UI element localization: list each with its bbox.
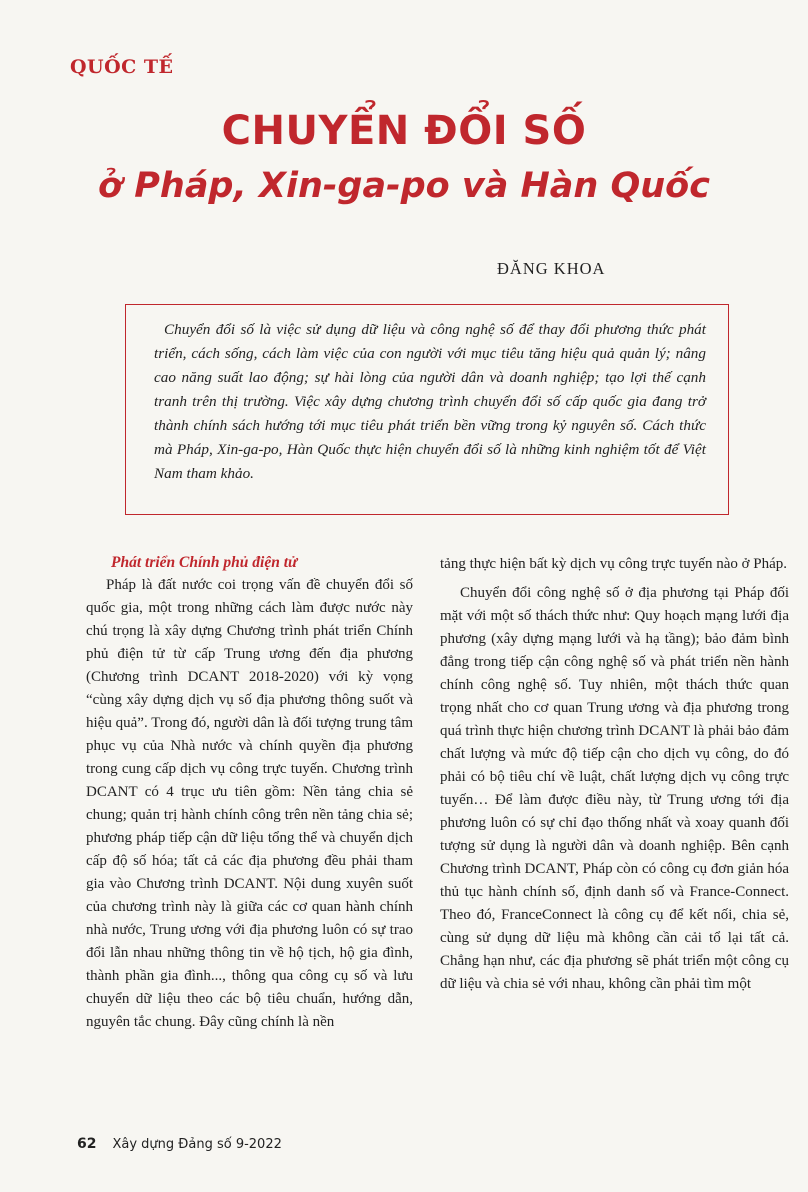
body-paragraph: Pháp là đất nước coi trọng vấn đề chuyển đổi số quốc gia, một trong những cách làm được nước này chú trọng là xây dựng Chương trình phát triển Chính phủ điện tử từ cấp Trung ương đến địa phương (Chương trình DCANT 2018-2020) với kỳ vọng “cùng xây dựng dịch vụ số địa phương thông suốt và hiệu quả”. Trong đó, người dân là đối tượng trung tâm phục vụ của Nhà nước và chính quyền địa phương trong cung cấp dịch vụ công trực tuyến. Chương trình DCANT có 4 trục ưu tiên gồm: Nền tảng chia sẻ chung; quản trị hành chính công trên nền tảng chia sẻ; phương pháp tiếp cận dữ liệu tổng thể và chuyển dịch cấp độ số hóa; tất cả các địa phương đều phải tham gia vào Chương trình DCANT. Nội dung xuyên suốt của chương trình này là giữa các cơ quan hành chính nhà nước, Trung ương với địa phương luôn có sự trao đổi lẫn nhau những thông tin về hộ tịch, hộ gia đình, thành phần gia đình..., thông qua công cụ số và lưu chuyển dữ liệu theo các bộ tiêu chuẩn, hướng dẫn, nguyên tắc chung. Đây cũng chính là nền xyxy=(86,577,413,1030)
column-left xyxy=(86,551,413,1034)
magazine-name: Xây dựng Đảng số 9-2022 xyxy=(112,1137,282,1152)
section-heading: Phát triển Chính phủ điện tử xyxy=(111,554,298,571)
column-right xyxy=(440,553,789,996)
abstract-text: Chuyển đổi số là việc sử dụng dữ liệu và công nghệ số để thay đổi phương thức phát triển, cách sống, cách làm việc của con người với mục tiêu tăng hiệu quả quản lý; nâng cao năng suất lao động; sự hài lòng của người dân và doanh nghiệp; tạo lợi thế cạnh tranh trên thị trường. Việc xây dựng chương trình chuyển đổi số cấp quốc gia đang trở thành chính sách hướng tới mục tiêu phát triển bền vững trong kỷ nguyên số. Cách thức mà Pháp, Xin-ga-po, Hàn Quốc thực hiện chuyển đổi số là những kinh nghiệm tốt để Việt Nam tham khảo. xyxy=(154,321,706,482)
article-title: CHUYỂN ĐỔI SỐ xyxy=(221,108,587,154)
section-label: QUỐC TẾ xyxy=(70,56,174,78)
page-number: 62 xyxy=(77,1136,97,1152)
page-footer xyxy=(77,1136,282,1152)
body-paragraph: Chuyển đổi công nghệ số ở địa phương tại Pháp đối mặt với một số thách thức như: Quy hoạch mạng lưới địa phương (xây dựng mạng lưới và hạ tầng); bảo đảm bình đẳng trong tiếp cận công nghệ số và phát triển nền hành chính công nghệ số. Tuy nhiên, một thách thức quan trọng nhất cho cơ quan Trung ương và địa phương trong quá trình thực hiện chương trình DCANT là phải bảo đảm chất lượng và mức độ tiếp cận cho dịch vụ công, do đó phải có bộ tiêu chí về luật, chất lượng dịch vụ công trực tuyến… Để làm được điều này, từ Trung ương tới địa phương luôn có sự chỉ đạo thống nhất và xoay quanh đối tượng sử dụng là người dân và doanh nghiệp. Bên cạnh Chương trình DCANT, Pháp còn có công cụ đơn giản hóa thủ tục hành chính số, định danh số và France-Connect. Theo đó, FranceConnect là công cụ để kết nối, chia sẻ, cùng sử dụng dữ liệu mà không cần cải tổ lại tất cả. Chẳng hạn như, các địa phương sẽ phát triển một công cụ dữ liệu và chia sẻ với nhau, không cần phải tìm một xyxy=(440,585,789,992)
article-subtitle: ở Pháp, Xin-ga-po và Hàn Quốc xyxy=(98,166,710,206)
author-name: ĐĂNG KHOA xyxy=(497,259,606,278)
abstract-box xyxy=(125,304,729,515)
body-paragraph-continued: tảng thực hiện bất kỳ dịch vụ công trực tuyến nào ở Pháp. xyxy=(440,556,788,572)
